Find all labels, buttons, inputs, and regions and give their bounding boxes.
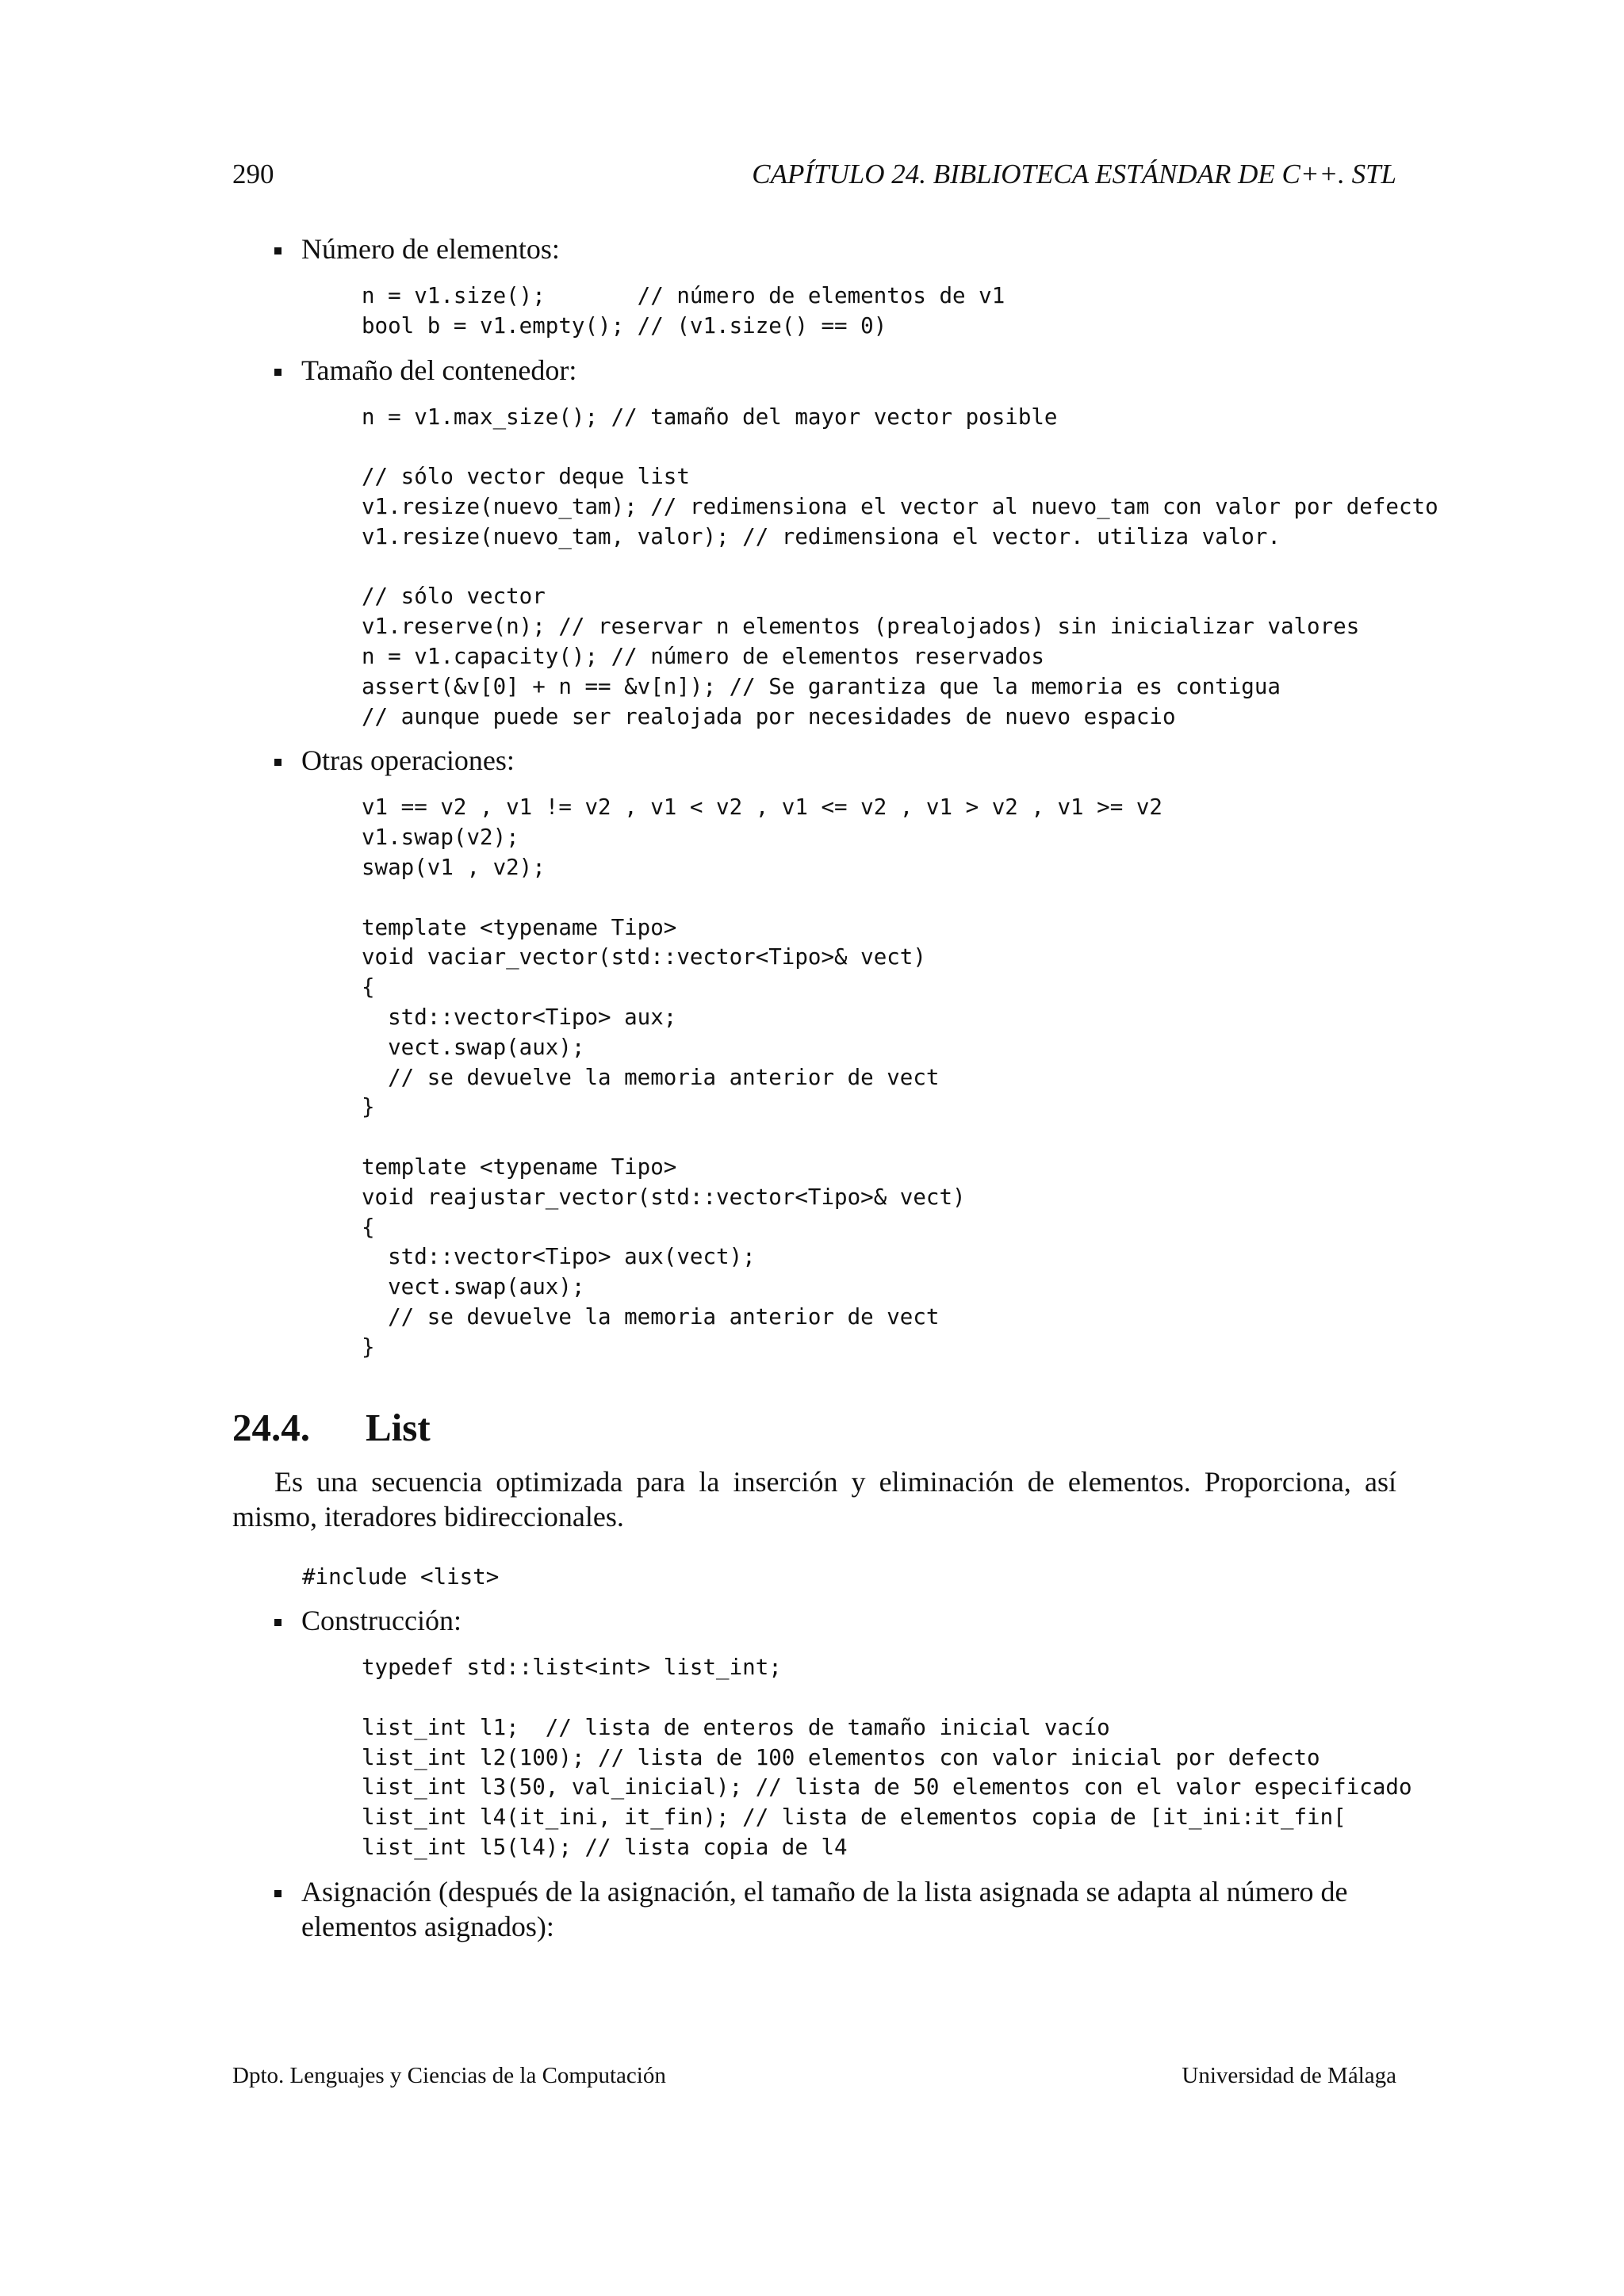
code-block-capacity: n = v1.max_size(); // tamaño del mayor vector posible // sólo vector deque list v1.resize(nuevo_tam); // redimensiona el vector al nuevo_tam con valor por defecto v1.resize(nuevo_tam, valor); // redimensiona el vector. utiliza valor. // sólo vector v1.reserve(n); // reservar n elementos (prealojados) sin inicializar valores n = v1.capacity(); // número de elementos reservados assert(&v[0] + n == &v[n]); // Se garantiza que la memoria es contigua // aunque puede ser realojada por necesidades de nuevo espacio: [362, 404, 1438, 729]
page-header: [232, 155, 1396, 194]
bullet-asignacion: Asignación (después de la asignación, el tamaño de la lista asignada se adapta al número de elementos asignados):: [232, 1874, 1396, 1944]
chapter-title: CAPÍTULO 24. BIBLIOTECA ESTÁNDAR DE C++. STL: [752, 159, 1396, 189]
footer-university: Universidad de Málaga: [1182, 2063, 1396, 2088]
page-footer: [232, 2060, 1396, 2091]
code-block-size: n = v1.size(); // número de elementos de v1 bool b = v1.empty(); // (v1.size() == 0): [362, 283, 1005, 339]
page-content: [232, 232, 1438, 1944]
bullet-otras-operaciones: Otras operaciones:: [232, 743, 1396, 778]
section-heading: [232, 1402, 1396, 1453]
code-block-construction: typedef std::list<int> list_int; list_int l1; // lista de enteros de tamaño inicial vacío list_int l2(100); // lista de 100 elementos con valor inicial por defecto list_int l3(50, val_inicial); // lista de 50 elementos con el valor especificado list_int l4(it_ini, it_fin); // lista de elementos copia de [it_ini:it_fin[ list_int l5(l4); // lista copia de l4: [362, 1655, 1412, 1861]
code-block-other-ops: v1 == v2 , v1 != v2 , v1 < v2 , v1 <= v2 , v1 > v2 , v1 >= v2 v1.swap(v2); swap(v1 , v2); template <typename Tipo> void vaciar_vector(std::vector<Tipo>& vect) { std::vector<Tipo> aux; vect.swap(aux); // se devuelve la memoria anterior de vect } template <typename Tipo> void reajustar_vector(std::vector<Tipo>& vect) { std::vector<Tipo> aux(vect); vect.swap(aux); // se devuelve la memoria anterior de vect }: [362, 794, 1162, 1360]
bullet-tamano-contenedor: Tamaño del contenedor:: [232, 353, 1396, 388]
bullet-numero-elementos: Número de elementos:: [232, 232, 1396, 266]
page-number: 290: [232, 159, 274, 189]
footer-department: Dpto. Lenguajes y Ciencias de la Computación: [232, 2063, 666, 2088]
section-intro-paragraph: Es una secuencia optimizada para la inserción y eliminación de elementos. Proporciona, así mismo, iteradores bidireccionales.: [232, 1465, 1396, 1533]
code-block-include: #include <list>: [302, 1563, 500, 1590]
section-title: List: [366, 1405, 431, 1449]
section-number: 24.4.: [232, 1405, 310, 1449]
bullet-construccion: Construcción:: [232, 1603, 1396, 1638]
